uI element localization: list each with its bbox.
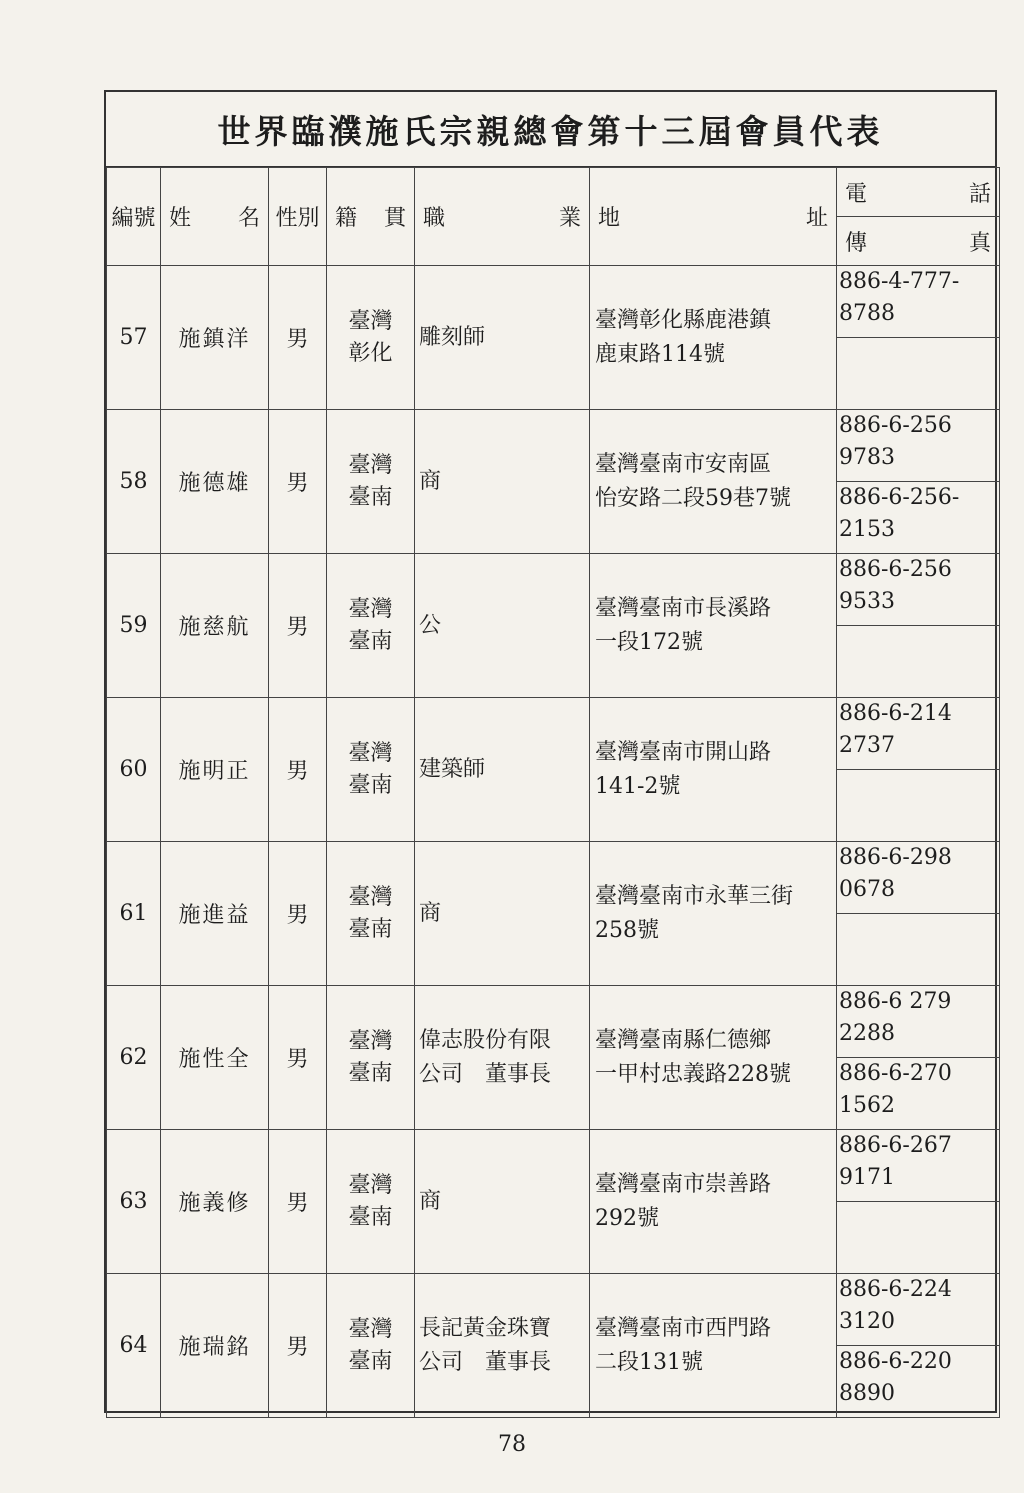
member-sex: 男 bbox=[269, 266, 327, 410]
occupation-line: 商 bbox=[419, 1188, 442, 1214]
member-occupation bbox=[415, 842, 590, 986]
member-number: 61 bbox=[107, 842, 161, 986]
member-phone: 886-6-298 0678 bbox=[837, 842, 1000, 914]
address-line: 鹿東路114號 bbox=[595, 341, 725, 367]
member-number: 62 bbox=[107, 986, 161, 1130]
member-name: 施慈航 bbox=[161, 554, 269, 698]
member-phone: 886-6-256 9783 bbox=[837, 410, 1000, 482]
member-number: 63 bbox=[107, 1130, 161, 1274]
address-line: 臺灣臺南市西門路 bbox=[595, 1315, 772, 1341]
member-number: 64 bbox=[107, 1274, 161, 1418]
origin-line: 臺灣 bbox=[348, 308, 393, 334]
member-number: 59 bbox=[107, 554, 161, 698]
member-fax bbox=[837, 1202, 1000, 1274]
member-occupation bbox=[415, 266, 590, 410]
member-address bbox=[590, 410, 837, 554]
member-origin bbox=[327, 1130, 415, 1274]
occupation-line: 公司 董事長 bbox=[419, 1349, 552, 1375]
member-origin bbox=[327, 842, 415, 986]
header-row bbox=[107, 168, 1000, 217]
member-phone: 886-6-256 9533 bbox=[837, 554, 1000, 626]
member-number: 58 bbox=[107, 410, 161, 554]
origin-line: 臺南 bbox=[348, 916, 393, 942]
member-name: 施德雄 bbox=[161, 410, 269, 554]
member-occupation bbox=[415, 986, 590, 1130]
member-fax bbox=[837, 338, 1000, 410]
table-row bbox=[107, 986, 1000, 1058]
origin-line: 臺南 bbox=[348, 1060, 393, 1086]
occupation-line: 偉志股份有限 bbox=[419, 1027, 552, 1053]
address-line: 臺灣臺南市安南區 bbox=[595, 451, 772, 477]
header-phone: 電 話 bbox=[837, 168, 1000, 217]
address-line: 二段131號 bbox=[595, 1349, 703, 1375]
address-line: 一甲村忠義路228號 bbox=[595, 1061, 791, 1087]
origin-line: 臺灣 bbox=[348, 1172, 393, 1198]
occupation-line: 商 bbox=[419, 468, 442, 494]
member-sex: 男 bbox=[269, 698, 327, 842]
member-table bbox=[106, 167, 1000, 1418]
member-name: 施義修 bbox=[161, 1130, 269, 1274]
occupation-line: 雕刻師 bbox=[419, 324, 486, 350]
address-line: 一段172號 bbox=[595, 629, 703, 655]
member-sex: 男 bbox=[269, 410, 327, 554]
member-origin bbox=[327, 266, 415, 410]
member-address bbox=[590, 1274, 837, 1418]
member-fax: 886-6-270 1562 bbox=[837, 1058, 1000, 1130]
member-fax bbox=[837, 770, 1000, 842]
header-occupation: 職 業 bbox=[415, 168, 590, 266]
member-name: 施明正 bbox=[161, 698, 269, 842]
member-address bbox=[590, 698, 837, 842]
table-row bbox=[107, 698, 1000, 770]
member-name: 施性全 bbox=[161, 986, 269, 1130]
header-name: 姓 名 bbox=[161, 168, 269, 266]
occupation-line: 公司 董事長 bbox=[419, 1061, 552, 1087]
table-row bbox=[107, 1130, 1000, 1202]
page-title: 世界臨濮施氏宗親總會第十三屆會員代表 bbox=[106, 92, 995, 167]
table-row bbox=[107, 1274, 1000, 1346]
member-fax: 886-6-256-2153 bbox=[837, 482, 1000, 554]
roster-frame bbox=[104, 90, 997, 1413]
origin-line: 臺南 bbox=[348, 1348, 393, 1374]
address-line: 臺灣彰化縣鹿港鎮 bbox=[595, 307, 772, 333]
origin-line: 臺南 bbox=[348, 484, 393, 510]
member-address bbox=[590, 1130, 837, 1274]
member-address bbox=[590, 986, 837, 1130]
member-sex: 男 bbox=[269, 986, 327, 1130]
occupation-line: 建築師 bbox=[419, 756, 486, 782]
member-occupation bbox=[415, 410, 590, 554]
member-address bbox=[590, 554, 837, 698]
origin-line: 臺灣 bbox=[348, 452, 393, 478]
occupation-line: 商 bbox=[419, 900, 442, 926]
member-occupation bbox=[415, 1274, 590, 1418]
member-address bbox=[590, 842, 837, 986]
member-origin bbox=[327, 986, 415, 1130]
member-number: 60 bbox=[107, 698, 161, 842]
address-line: 292號 bbox=[595, 1205, 659, 1231]
address-line: 258號 bbox=[595, 917, 659, 943]
address-line: 臺灣臺南市永華三街 bbox=[595, 883, 794, 909]
table-row bbox=[107, 266, 1000, 338]
member-phone: 886-4-777-8788 bbox=[837, 266, 1000, 338]
table-row bbox=[107, 842, 1000, 914]
address-line: 臺灣臺南市崇善路 bbox=[595, 1171, 772, 1197]
member-origin bbox=[327, 698, 415, 842]
header-fax: 傳 真 bbox=[837, 217, 1000, 266]
member-occupation bbox=[415, 554, 590, 698]
origin-line: 臺灣 bbox=[348, 884, 393, 910]
member-name: 施鎮洋 bbox=[161, 266, 269, 410]
member-occupation bbox=[415, 1130, 590, 1274]
member-fax bbox=[837, 626, 1000, 698]
occupation-line: 長記黃金珠寶 bbox=[419, 1315, 552, 1341]
address-line: 怡安路二段59巷7號 bbox=[595, 485, 791, 511]
member-name: 施瑞銘 bbox=[161, 1274, 269, 1418]
address-line: 141-2號 bbox=[595, 773, 681, 799]
member-number: 57 bbox=[107, 266, 161, 410]
member-sex: 男 bbox=[269, 1274, 327, 1418]
origin-line: 臺灣 bbox=[348, 1316, 393, 1342]
header-sex: 性別 bbox=[269, 168, 327, 266]
header-num: 編號 bbox=[107, 168, 161, 266]
page-number: 78 bbox=[498, 1432, 526, 1457]
member-phone: 886-6 279 2288 bbox=[837, 986, 1000, 1058]
origin-line: 臺南 bbox=[348, 1204, 393, 1230]
member-sex: 男 bbox=[269, 1130, 327, 1274]
member-sex: 男 bbox=[269, 842, 327, 986]
origin-line: 臺南 bbox=[348, 772, 393, 798]
table-row bbox=[107, 554, 1000, 626]
origin-line: 彰化 bbox=[348, 340, 393, 366]
origin-line: 臺灣 bbox=[348, 740, 393, 766]
address-line: 臺灣臺南縣仁德鄉 bbox=[595, 1027, 772, 1053]
member-address bbox=[590, 266, 837, 410]
origin-line: 臺灣 bbox=[348, 1028, 393, 1054]
table-row bbox=[107, 410, 1000, 482]
member-phone: 886-6-224 3120 bbox=[837, 1274, 1000, 1346]
origin-line: 臺南 bbox=[348, 628, 393, 654]
member-fax: 886-6-220 8890 bbox=[837, 1346, 1000, 1418]
occupation-line: 公 bbox=[419, 612, 442, 638]
member-sex: 男 bbox=[269, 554, 327, 698]
member-occupation bbox=[415, 698, 590, 842]
member-origin bbox=[327, 554, 415, 698]
member-name: 施進益 bbox=[161, 842, 269, 986]
address-line: 臺灣臺南市長溪路 bbox=[595, 595, 772, 621]
header-origin: 籍 貫 bbox=[327, 168, 415, 266]
header-address: 地 址 bbox=[590, 168, 837, 266]
member-origin bbox=[327, 1274, 415, 1418]
member-phone: 886-6-267 9171 bbox=[837, 1130, 1000, 1202]
address-line: 臺灣臺南市開山路 bbox=[595, 739, 772, 765]
member-fax bbox=[837, 914, 1000, 986]
origin-line: 臺灣 bbox=[348, 596, 393, 622]
member-phone: 886-6-214 2737 bbox=[837, 698, 1000, 770]
member-origin bbox=[327, 410, 415, 554]
